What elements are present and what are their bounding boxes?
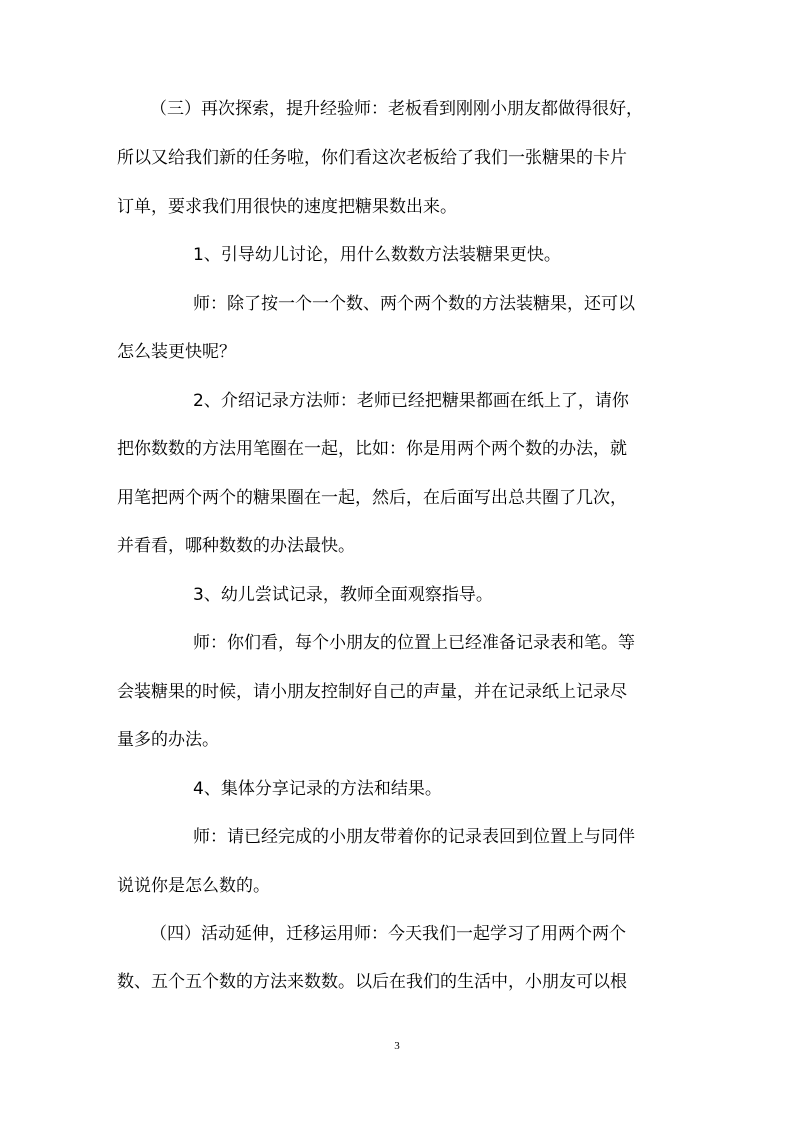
paragraph-line: 怎么装更快呢？ (117, 342, 236, 362)
paragraph-line: （三）再次探索，提升经验师：老板看到刚刚小朋友都做得很好， (150, 99, 643, 119)
step-heading: 2、介绍记录方法师：老师已经把糖果都画在纸上了，请你 (193, 391, 629, 411)
paragraph-line: 数、五个五个数的方法来数数。以后在我们的生活中，小朋友可以根 (117, 972, 627, 992)
paragraph-line: （四）活动延伸，迁移运用师：今天我们一起学习了用两个两个 (150, 924, 626, 944)
paragraph-line: 会装糖果的时候，请小朋友控制好自己的声量，并在记录纸上记录尽 (117, 682, 627, 702)
paragraph-line: 所以又给我们新的任务啦，你们看这次老板给了我们一张糖果的卡片 (117, 148, 627, 168)
paragraph-line: 师：你们看，每个小朋友的位置上已经准备记录表和笔。等 (193, 633, 635, 653)
paragraph-line: 师：除了按一个一个数、两个两个数的方法装糖果，还可以 (193, 294, 635, 314)
step-heading: 1、引导幼儿讨论，用什么数数方法装糖果更快。 (193, 245, 561, 265)
step-heading: 4、集体分享记录的方法和结果。 (193, 779, 442, 799)
step-heading: 3、幼儿尝试记录，教师全面观察指导。 (193, 585, 493, 605)
paragraph-line: 师：请已经完成的小朋友带着你的记录表回到位置上与同伴 (193, 827, 635, 847)
page-number: 3 (394, 1040, 400, 1052)
paragraph-line: 订单，要求我们用很快的速度把糖果数出来。 (117, 197, 457, 217)
paragraph-line: 把你数数的方法用笔圈在一起，比如：你是用两个两个数的办法，就 (117, 439, 627, 459)
paragraph-line: 用笔把两个两个的糖果圈在一起，然后，在后面写出总共圈了几次， (117, 488, 627, 508)
paragraph-line: 说说你是怎么数的。 (117, 876, 270, 896)
paragraph-line: 并看看，哪种数数的办法最快。 (117, 536, 355, 556)
paragraph-line: 量多的办法。 (117, 730, 219, 750)
